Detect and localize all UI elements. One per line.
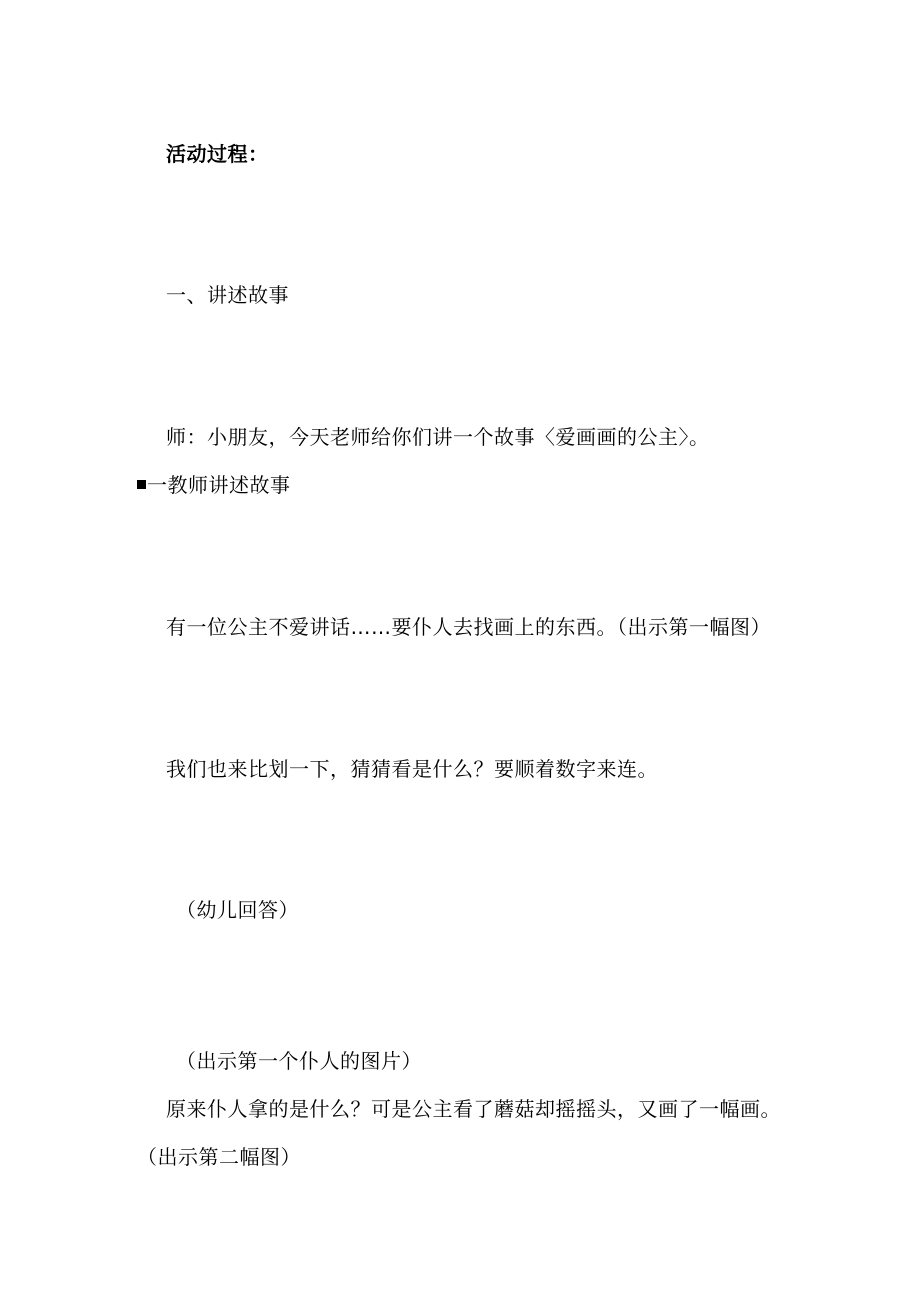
- paragraph-question: 我们也来比划一下，猜猜看是什么？要顺着数字来连。: [166, 757, 658, 781]
- paragraph-mushroom: 原来仆人拿的是什么？可是公主看了蘑菇却摇摇头，又画了一幅画。: [166, 1097, 781, 1121]
- paragraph-show-servant: （出示第一个仆人的图片）: [176, 1049, 422, 1073]
- paragraph-story: 有一位公主不爱讲话……要仆人去找画上的东西。（出示第一幅图）: [166, 615, 771, 639]
- paragraph-show-second: （出示第二幅图）: [137, 1145, 301, 1169]
- section-title: 一、讲述故事: [166, 283, 289, 307]
- section-heading: 活动过程：: [166, 142, 269, 166]
- paragraph-teacher-intro: 师：小朋友，今天老师给你们讲一个故事〈爱画画的公主〉。: [166, 425, 710, 449]
- bullet-square-icon: [137, 480, 146, 489]
- paragraph-child-answer: （幼儿回答）: [176, 898, 299, 922]
- bullet-line: [137, 471, 291, 499]
- bullet-text: 一教师讲述故事: [147, 473, 291, 497]
